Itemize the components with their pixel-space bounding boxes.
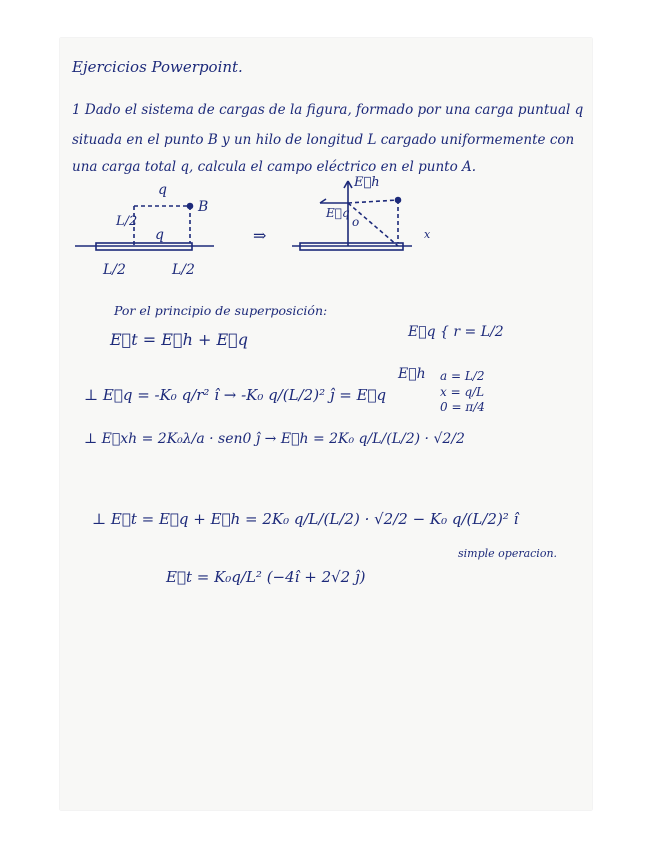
- equation-eh: ⊥ E⃗xh = 2K₀λ/a · sen0 ĵ → E⃗h = 2K₀ q/L/(L/2) · √2/2: [84, 431, 465, 447]
- dashed-top-right: [348, 200, 398, 203]
- equation-eq: ⊥ E⃗q = -K₀ q/r² î → -K₀ q/(L/2)² ĵ = E⃗q: [84, 386, 387, 404]
- equation-et: ⊥ E⃗t = E⃗q + E⃗h = 2K₀ q/L/(L/2) · √2/2 − K₀ q/(L/2)² î: [92, 510, 519, 528]
- note-theta-value: 0 = π/4: [440, 400, 485, 414]
- note-a-value: a = L/2: [440, 369, 485, 383]
- sum-equation: E⃗t = E⃗h + E⃗q: [110, 330, 248, 349]
- left-diagram: [75, 204, 214, 251]
- label-L2-left: L/2: [103, 262, 126, 278]
- label-q-mid: q: [155, 227, 164, 243]
- note-x-value: x = q/L: [440, 385, 485, 399]
- point-right: [396, 198, 401, 203]
- label-x: x: [424, 228, 431, 241]
- note-eq-r: E⃗q { r = L/2: [408, 324, 504, 340]
- label-L2-right: L/2: [172, 262, 195, 278]
- superposition-text: Por el principio de superposición:: [114, 303, 328, 318]
- arrow-implies: ⇒: [253, 226, 267, 245]
- note-eh-label: E⃗h: [398, 366, 426, 382]
- problem-line-1: 1 Dado el sistema de cargas de la figura, formado por una carga puntual q: [72, 102, 584, 118]
- problem-line-3: una carga total q, calcula el campo eléctrico en el punto A.: [72, 159, 477, 175]
- simple-operation-note: simple operacion.: [458, 547, 558, 560]
- label-q-top: q: [158, 182, 167, 198]
- label-Eq: E⃗q: [326, 206, 350, 220]
- label-L2-side: L/2: [116, 214, 138, 229]
- label-Eh: E⃗h: [354, 175, 380, 190]
- problem-line-2: situada en el punto B y un hilo de longitud L cargado uniformemente con: [72, 132, 575, 148]
- label-B: B: [198, 199, 209, 215]
- point-B: [188, 204, 193, 209]
- label-o: o: [352, 215, 360, 229]
- page-title: Ejercicios Powerpoint.: [72, 58, 243, 76]
- equation-et-final: E⃗t = K₀q/L² (−4î + 2√2 ĵ): [166, 568, 366, 586]
